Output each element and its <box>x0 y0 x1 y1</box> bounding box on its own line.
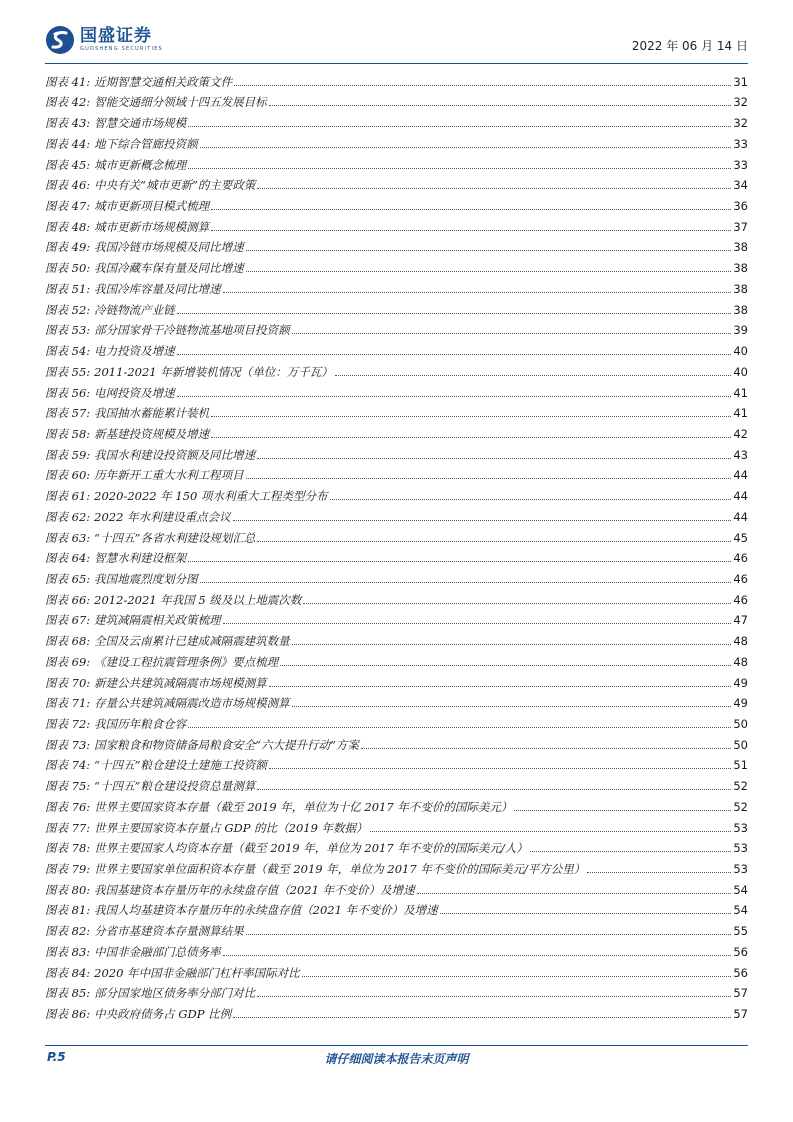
toc-figure-label: 图表 51: <box>45 281 91 296</box>
toc-figure-label: 图表 67: <box>45 613 91 628</box>
toc-entry[interactable] <box>45 586 748 607</box>
toc-figure-label: 图表 63: <box>45 530 91 545</box>
toc-dot-leader <box>302 976 732 977</box>
toc-page-number: 57 <box>733 1007 748 1022</box>
toc-entry[interactable] <box>45 503 748 524</box>
toc-figure-label: 图表 61: <box>45 489 91 504</box>
toc-page-number: 46 <box>733 571 748 586</box>
toc-figure-label: 图表 46: <box>45 178 91 193</box>
toc-dot-leader <box>257 541 731 542</box>
toc-figure-title: 智慧水利建设框架 <box>94 551 187 566</box>
toc-page-number: 53 <box>733 862 748 877</box>
toc-dot-leader <box>530 851 732 852</box>
toc-entry[interactable] <box>45 690 748 711</box>
toc-dot-leader <box>246 478 732 479</box>
toc-entry[interactable] <box>45 545 748 566</box>
toc-entry[interactable] <box>45 254 748 275</box>
toc-figure-label: 图表 78: <box>45 841 91 856</box>
toc-figure-title: 2020-2022 年 150 项水利重大工程类型分布 <box>94 489 328 504</box>
toc-figure-label: 图表 49: <box>45 240 91 255</box>
toc-entry[interactable] <box>45 234 748 255</box>
toc-page-number: 44 <box>733 468 748 483</box>
toc-page-number: 37 <box>733 219 748 234</box>
toc-dot-leader <box>440 913 732 914</box>
toc-dot-leader <box>292 333 732 334</box>
toc-entry[interactable] <box>45 607 748 628</box>
toc-entry[interactable] <box>45 835 748 856</box>
toc-page-number: 38 <box>733 281 748 296</box>
toc-page-number: 49 <box>733 696 748 711</box>
toc-page-number: 56 <box>733 965 748 980</box>
toc-dot-leader <box>200 147 732 148</box>
toc-page-number: 51 <box>733 758 748 773</box>
toc-dot-leader <box>361 748 731 749</box>
toc-figure-title: 2012-2021 年我国 5 级及以上地震次数 <box>94 592 302 607</box>
toc-entry[interactable] <box>45 897 748 918</box>
toc-figure-title: “十四五”粮仓建设投资总量测算 <box>94 779 256 794</box>
toc-figure-title: 我国冷藏车保有量及同比增速 <box>94 261 244 276</box>
toc-dot-leader <box>246 250 732 251</box>
toc-entry[interactable] <box>45 648 748 669</box>
toc-figure-title: 2022 年水利建设重点会议 <box>94 509 231 524</box>
toc-entry[interactable] <box>45 317 748 338</box>
toc-dot-leader <box>292 706 732 707</box>
toc-entry[interactable] <box>45 959 748 980</box>
toc-page-number: 57 <box>733 986 748 1001</box>
toc-figure-title: 2011-2021 年新增装机情况（单位：万千瓦） <box>94 364 333 379</box>
guosheng-logo-icon <box>45 25 75 55</box>
toc-entry[interactable] <box>45 565 748 586</box>
toc-page-number: 31 <box>733 74 748 89</box>
page-number: P.5 <box>47 1050 66 1064</box>
toc-page-number: 40 <box>733 344 748 359</box>
toc-figure-label: 图表 62: <box>45 509 91 524</box>
toc-figure-title: 中央有关“城市更新”的主要政策 <box>94 178 256 193</box>
toc-figure-title: 我国水利建设投资额及同比增速 <box>94 447 256 462</box>
toc-page-number: 48 <box>733 634 748 649</box>
toc-dot-leader <box>246 934 732 935</box>
toc-figure-label: 图表 45: <box>45 157 91 172</box>
toc-dot-leader <box>200 582 732 583</box>
toc-dot-leader <box>177 313 732 314</box>
toc-figure-label: 图表 58: <box>45 426 91 441</box>
toc-entry[interactable] <box>45 938 748 959</box>
toc-entry[interactable] <box>45 400 748 421</box>
toc-figure-title: 电网投资及增速 <box>94 385 175 400</box>
brand-logo <box>45 22 163 58</box>
toc-figure-title: 智能交通细分领域十四五发展目标 <box>94 95 267 110</box>
toc-page-number: 46 <box>733 551 748 566</box>
toc-figure-label: 图表 77: <box>45 820 91 835</box>
toc-entry[interactable] <box>45 731 748 752</box>
toc-figure-title: 2020 年中国非金融部门杠杆率国际对比 <box>94 965 300 980</box>
toc-figure-label: 图表 64: <box>45 551 91 566</box>
toc-figure-title: 我国冷链市场规模及同比增速 <box>94 240 244 255</box>
toc-page-number: 50 <box>733 737 748 752</box>
toc-entry[interactable] <box>45 89 748 110</box>
toc-dot-leader <box>223 623 732 624</box>
brand-name-en: GUOSHENG SECURITIES <box>80 46 163 52</box>
toc-figure-label: 图表 76: <box>45 799 91 814</box>
toc-entry[interactable] <box>45 337 748 358</box>
toc-page-number: 42 <box>733 426 748 441</box>
toc-figure-title: 我国人均基建资本存量历年的永续盘存值（2021 年不变价）及增速 <box>94 903 438 918</box>
toc-figure-title: 分省市基建资本存量测算结果 <box>94 924 244 939</box>
toc-dot-leader <box>211 416 731 417</box>
toc-dot-leader <box>188 126 731 127</box>
toc-entry[interactable] <box>45 855 748 876</box>
toc-figure-label: 图表 54: <box>45 344 91 359</box>
toc-figure-label: 图表 43: <box>45 116 91 131</box>
toc-entry[interactable] <box>45 772 748 793</box>
toc-entry[interactable] <box>45 172 748 193</box>
toc-entry[interactable] <box>45 814 748 835</box>
toc-figure-label: 图表 72: <box>45 717 91 731</box>
toc-figure-label: 图表 81: <box>45 903 91 918</box>
toc-figure-label: 图表 70: <box>45 675 91 690</box>
disclaimer-note: 请仔细阅读本报告末页声明 <box>324 1052 469 1066</box>
toc-figure-title: 世界主要国家人均资本存量（截至 2019 年，单位为 2017 年不变价的国际美元/人） <box>94 841 528 856</box>
toc-page-number: 38 <box>733 240 748 255</box>
toc-figure-title: 部分国家骨干冷链物流基地项目投资额 <box>94 323 290 338</box>
toc-page-number: 38 <box>733 261 748 276</box>
toc-figure-title: 历年新开工重大水利工程项目 <box>94 468 244 483</box>
toc-figure-label: 图表 57: <box>45 406 91 421</box>
toc-dot-leader <box>257 188 731 189</box>
toc-entry[interactable] <box>45 130 748 151</box>
toc-page-number: 44 <box>733 489 748 504</box>
toc-page-number: 41 <box>733 406 748 421</box>
figure-index-list <box>45 68 748 1021</box>
toc-figure-title: 我国地震烈度划分图 <box>94 571 198 586</box>
toc-page-number: 39 <box>733 323 748 338</box>
toc-figure-label: 图表 68: <box>45 634 91 649</box>
toc-figure-title: 《建设工程抗震管理条例》要点梳理 <box>94 654 279 669</box>
brand-text <box>80 27 163 53</box>
toc-page-number: 48 <box>733 654 748 669</box>
toc-figure-label: 图表 59: <box>45 447 91 462</box>
toc-dot-leader <box>257 458 731 459</box>
toc-figure-title: 城市更新市场规模测算 <box>94 219 210 234</box>
toc-figure-label: 图表 42: <box>45 95 91 110</box>
toc-dot-leader <box>269 768 731 769</box>
toc-figure-title: 近期智慧交通相关政策文件 <box>94 74 233 89</box>
toc-page-number: 44 <box>733 509 748 524</box>
toc-page-number: 54 <box>733 882 748 897</box>
toc-figure-label: 图表 80: <box>45 882 91 897</box>
toc-dot-leader <box>417 893 732 894</box>
toc-entry[interactable] <box>45 151 748 172</box>
toc-figure-label: 图表 50: <box>45 261 91 276</box>
toc-figure-title: 我国基建资本存量历年的永续盘存值（2021 年不变价）及增速 <box>94 882 415 897</box>
toc-page-number: 54 <box>733 903 748 918</box>
page-header <box>45 22 748 64</box>
toc-figure-label: 图表 65: <box>45 571 91 586</box>
toc-figure-title: 建筑减隔震相关政策梳理 <box>94 613 221 628</box>
toc-entry[interactable] <box>45 627 748 648</box>
toc-entry[interactable] <box>45 876 748 897</box>
toc-dot-leader <box>188 561 731 562</box>
toc-figure-label: 图表 85: <box>45 986 91 1001</box>
toc-page-number: 33 <box>733 157 748 172</box>
toc-page-number: 45 <box>733 530 748 545</box>
toc-figure-label: 图表 44: <box>45 136 91 151</box>
toc-figure-title: 存量公共建筑减隔震改造市场规模测算 <box>94 696 290 711</box>
toc-dot-leader <box>257 996 731 997</box>
toc-figure-label: 图表 60: <box>45 468 91 483</box>
toc-figure-title: 电力投资及增速 <box>94 344 175 359</box>
toc-figure-label: 图表 86: <box>45 1007 91 1022</box>
toc-page-number: 34 <box>733 178 748 193</box>
toc-dot-leader <box>188 168 731 169</box>
toc-entry[interactable] <box>45 420 748 441</box>
toc-entry[interactable] <box>45 275 748 296</box>
toc-figure-label: 图表 56: <box>45 385 91 400</box>
toc-entry[interactable] <box>45 524 748 545</box>
toc-entry[interactable] <box>45 379 748 400</box>
toc-figure-title: 中国非金融部门总债务率 <box>94 944 221 959</box>
toc-page-number: 41 <box>733 385 748 400</box>
toc-page-number: 47 <box>733 613 748 628</box>
toc-page-number: 32 <box>733 116 748 131</box>
toc-figure-label: 图表 82: <box>45 924 91 939</box>
toc-figure-title: 部分国家地区债务率分部门对比 <box>94 986 256 1001</box>
toc-figure-label: 图表 84: <box>45 965 91 980</box>
toc-figure-label: 图表 52: <box>45 302 91 317</box>
toc-page-number: 43 <box>733 447 748 462</box>
toc-figure-title: 我国历年粮食仓容 <box>94 717 187 731</box>
toc-dot-leader <box>269 686 732 687</box>
toc-figure-title: 我国抽水蓄能累计装机 <box>94 406 210 421</box>
toc-figure-label: 图表 53: <box>45 323 91 338</box>
toc-page-number: 52 <box>733 799 748 814</box>
toc-dot-leader <box>269 105 732 106</box>
toc-figure-title: “十四五”粮仓建设土建施工投资额 <box>94 758 267 773</box>
toc-page-number: 33 <box>733 136 748 151</box>
toc-figure-title: 全国及云南累计已建成减隔震建筑数量 <box>94 634 290 649</box>
toc-figure-title: 国家粮食和物资储备局粮食安全“六大提升行动”方案 <box>94 737 359 752</box>
toc-figure-label: 图表 55: <box>45 364 91 379</box>
toc-figure-title: 城市更新概念梳理 <box>94 157 187 172</box>
toc-page-number: 38 <box>733 302 748 317</box>
toc-figure-label: 图表 47: <box>45 199 91 214</box>
toc-entry[interactable] <box>45 793 748 814</box>
toc-page-number: 32 <box>733 95 748 110</box>
toc-dot-leader <box>292 644 732 645</box>
toc-figure-title: 新建公共建筑减隔震市场规模测算 <box>94 675 267 690</box>
toc-dot-leader <box>335 375 732 376</box>
toc-figure-label: 图表 75: <box>45 779 91 794</box>
toc-figure-title: 世界主要国家资本存量占 GDP 的比（2019 年数据） <box>94 820 368 835</box>
toc-figure-label: 图表 83: <box>45 944 91 959</box>
toc-page-number: 49 <box>733 675 748 690</box>
toc-dot-leader <box>233 1017 731 1018</box>
toc-dot-leader <box>188 727 731 728</box>
toc-entry[interactable] <box>45 482 748 503</box>
toc-figure-label: 图表 73: <box>45 737 91 752</box>
toc-dot-leader <box>233 520 732 521</box>
toc-figure-title: 世界主要国家单位面积资本存量（截至 2019 年，单位为 2017 年不变价的国际美元/平方公里） <box>94 862 586 877</box>
toc-figure-label: 图表 66: <box>45 592 91 607</box>
toc-dot-leader <box>246 271 732 272</box>
toc-page-number: 53 <box>733 841 748 856</box>
toc-figure-label: 图表 71: <box>45 696 91 711</box>
toc-page-number: 40 <box>733 364 748 379</box>
toc-dot-leader <box>211 437 731 438</box>
toc-figure-label: 图表 48: <box>45 219 91 234</box>
toc-dot-leader <box>211 230 731 231</box>
toc-figure-label: 图表 41: <box>45 74 91 89</box>
toc-dot-leader <box>514 810 731 811</box>
toc-dot-leader <box>177 354 732 355</box>
toc-dot-leader <box>280 665 731 666</box>
toc-entry[interactable] <box>45 710 748 731</box>
toc-figure-title: 新基建投资规模及增速 <box>94 426 210 441</box>
toc-dot-leader <box>330 499 732 500</box>
toc-entry[interactable] <box>45 213 748 234</box>
toc-figure-title: 世界主要国家资本存量（截至 2019 年，单位为十亿 2017 年不变价的国际美元） <box>94 799 513 814</box>
toc-entry[interactable] <box>45 1000 748 1021</box>
toc-dot-leader <box>223 292 732 293</box>
toc-page-number: 55 <box>733 924 748 939</box>
toc-figure-label: 图表 74: <box>45 758 91 773</box>
toc-page-number: 56 <box>733 944 748 959</box>
toc-page-number: 46 <box>733 592 748 607</box>
toc-dot-leader <box>234 85 731 86</box>
toc-page-number: 53 <box>733 820 748 835</box>
toc-dot-leader <box>177 396 732 397</box>
toc-figure-title: 我国冷库容量及同比增速 <box>94 281 221 296</box>
toc-figure-title: 中央政府债务占 GDP 比例 <box>94 1007 232 1022</box>
toc-figure-title: 城市更新项目模式梳理 <box>94 199 210 214</box>
toc-dot-leader <box>370 831 732 832</box>
toc-page-number: 50 <box>733 717 748 731</box>
toc-entry[interactable] <box>45 669 748 690</box>
toc-figure-label: 图表 69: <box>45 654 91 669</box>
toc-entry[interactable] <box>45 296 748 317</box>
toc-figure-title: 地下综合管廊投资额 <box>94 136 198 151</box>
toc-figure-title: 智慧交通市场规模 <box>94 116 187 131</box>
footer-divider <box>45 1045 748 1046</box>
toc-entry[interactable] <box>45 68 748 89</box>
toc-figure-title: “十四五”各省水利建设规划汇总 <box>94 530 256 545</box>
toc-entry[interactable] <box>45 752 748 773</box>
toc-entry[interactable] <box>45 917 748 938</box>
toc-figure-title: 冷链物流产业链 <box>94 302 175 317</box>
toc-entry[interactable] <box>45 980 748 1001</box>
toc-dot-leader <box>223 955 732 956</box>
report-date: 2022 年 06 月 14 日 <box>631 39 748 53</box>
header-divider <box>45 63 748 64</box>
toc-entry[interactable] <box>45 358 748 379</box>
toc-dot-leader <box>303 603 731 604</box>
brand-name-cn: 国盛证券 <box>80 26 152 46</box>
toc-dot-leader <box>257 789 731 790</box>
toc-page-number: 36 <box>733 199 748 214</box>
toc-dot-leader <box>211 209 731 210</box>
toc-figure-label: 图表 79: <box>45 862 91 877</box>
toc-entry[interactable] <box>45 109 748 130</box>
toc-page-number: 52 <box>733 779 748 794</box>
toc-dot-leader <box>587 872 731 873</box>
toc-entry[interactable] <box>45 441 748 462</box>
toc-entry[interactable] <box>45 462 748 483</box>
toc-entry[interactable] <box>45 192 748 213</box>
